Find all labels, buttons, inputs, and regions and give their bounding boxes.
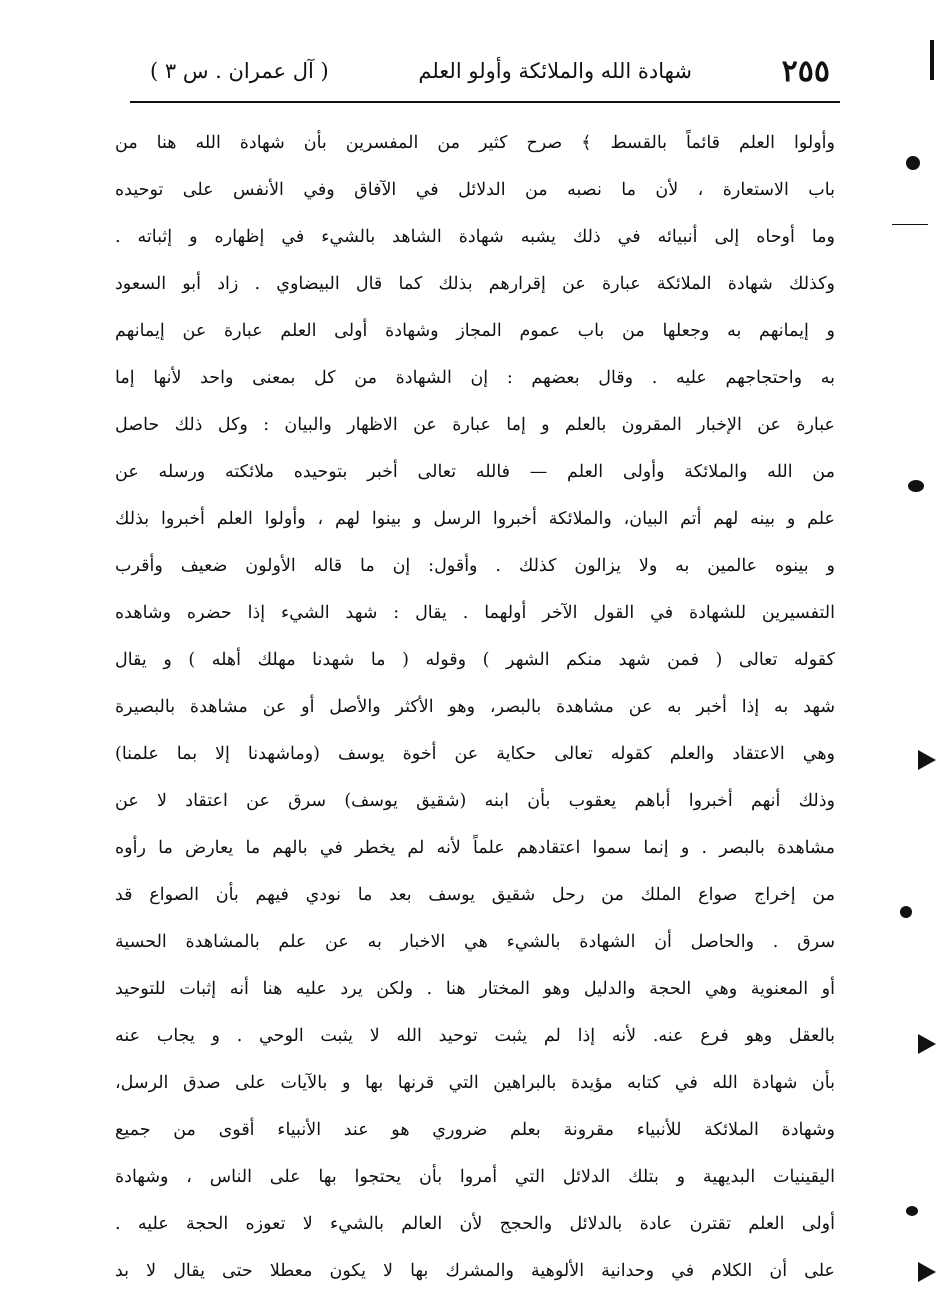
page-title: شهادة الله والملائكة وأولو العلم (418, 59, 692, 83)
margin-triangle (918, 750, 936, 770)
text-line: به واحتجاجهم عليه . وقال بعضهم : إن الشهادة من كل بمعنى واحد لأنها إما (115, 368, 835, 388)
margin-triangle (918, 1034, 936, 1054)
text-line: من إخراج صواع الملك من رحل شقيق يوسف بعد ما نودي فيهم بأن الصواع قد (115, 885, 835, 905)
text-line: مشاهدة بالبصر . و إنما سموا اعتقادهم علماً لأنه لم يخطر في بالهم ما يعارض ما رأوه (115, 838, 835, 858)
surah-reference: ( آل عمران . س ٣ ) (150, 59, 329, 83)
running-header (150, 48, 830, 94)
text-line: بأن شهادة الله في كتابه مؤيدة بالبراهين التي قرنها بها و بالآيات على صدق الرسل، (115, 1073, 835, 1093)
text-line: بالعقل وهو فرع عنه. لأنه إذا لم يثبت توحيد الله لا يثبت الوحي . و يجاب عنه (115, 1026, 835, 1046)
text-line: شهد به إذا أخبر به عن مشاهدة بالبصر، وهو الأكثر والأصل أو عن مشاهدة بالبصيرة (115, 697, 835, 717)
page-number: ٢٥٥ (781, 53, 830, 89)
margin-dash (892, 224, 928, 225)
text-line: سرق . والحاصل أن الشهادة بالشيء هي الاخبار به عن علم بالمشاهدة الحسية (115, 932, 835, 952)
text-line: كقوله تعالى ( فمن شهد منكم الشهر ) وقوله ( ما شهدنا مهلك أهله ) و يقال (115, 650, 835, 670)
ink-blot (906, 1206, 918, 1216)
text-line: وأولوا العلم قائماً بالقسط ﴾ صرح كثير من المفسرين بأن شهادة الله هنا من (115, 133, 835, 153)
text-line: و بينوه عالمين به ولا يزالون كذلك . وأقول: إن ما قاله الأولون ضعيف وأقرب (115, 556, 835, 576)
text-line: وذلك أنهم أخبروا أباهم يعقوب بأن ابنه (شقيق يوسف) سرق عن اعتقاد لا عن (115, 791, 835, 811)
text-line: وهي الاعتقاد والعلم كقوله تعالى حكاية عن أخوة يوسف (وماشهدنا إلا بما علمنا) (115, 744, 835, 764)
text-line: من الله والملائكة وأولى العلم — فالله تعالى أخبر بتوحيده ملائكته ورسله عن (115, 462, 835, 482)
text-line: باب الاستعارة ، لأن ما نصبه من الدلائل في الآفاق وفي الأنفس على توحيده (115, 180, 835, 200)
text-line: اليقينيات البديهية و بتلك الدلائل التي أمروا بأن يحتجوا بها على الناس ، وشهادة (115, 1167, 835, 1187)
text-line: وما أوحاه إلى أنبيائه في ذلك يشبه شهادة الشاهد بالشيء في إظهاره و إثباته . (115, 227, 835, 247)
margin-triangle (918, 1262, 936, 1282)
text-line: علم و بينه لهم أتم البيان، والملائكة أخبروا الرسل و بينوا لهم ، وأولوا العلم أخبروا بذلك (115, 509, 835, 529)
text-line: و إيمانهم به وجعلها من باب عموم المجاز وشهادة أولى العلم عبارة عن إيمانهم (115, 321, 835, 341)
ink-blot (900, 906, 912, 918)
ink-blot (908, 480, 924, 492)
text-line: على أن الكلام في وحدانية الألوهية والمشرك بها لا يكون معطلا حتى يقال لا بد (115, 1261, 835, 1281)
text-line: وكذلك شهادة الملائكة عبارة عن إقرارهم بذلك كما قال البيضاوي . زاد أبو السعود (115, 274, 835, 294)
text-line: أو المعنوية وهي الحجة والدليل وهو المختار هنا . ولكن يرد عليه هنا أنه إثبات للتوحيد (115, 979, 835, 999)
header-rule (130, 101, 840, 103)
text-line: وشهادة الملائكة للأنبياء مقرونة بعلم ضروري هو عند الأنبياء أقوى من جميع (115, 1120, 835, 1140)
ink-blot (906, 156, 920, 170)
text-line: عبارة عن الإخبار المقرون بالعلم و إما عبارة عن الاظهار والبيان : وكل ذلك حاصل (115, 415, 835, 435)
text-line: التفسيرين للشهادة في القول الآخر أولهما . يقال : شهد الشيء إذا حضره وشاهده (115, 603, 835, 623)
body-text (115, 120, 835, 1295)
edge-mark (930, 40, 934, 80)
text-line: أولى العلم تقترن عادة بالدلائل والحجج لأن العالم بالشيء لا تعوزه الحجة عليه . (115, 1214, 835, 1234)
